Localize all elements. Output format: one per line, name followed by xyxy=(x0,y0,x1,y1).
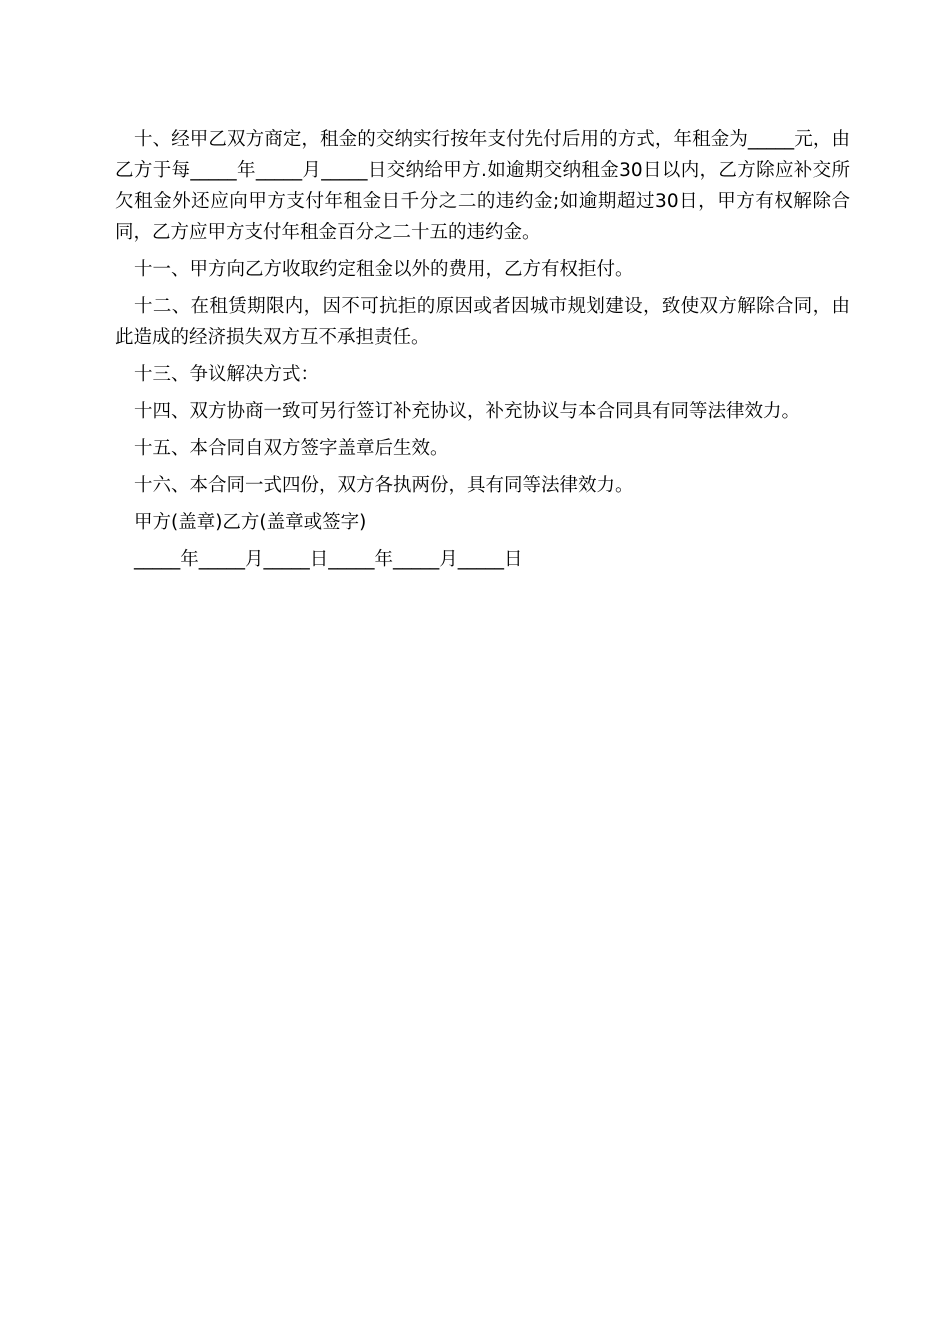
clause-16: 十六、本合同一式四份，双方各执两份，具有同等法律效力。 xyxy=(134,475,634,496)
signature-parties: 甲方(盖章)乙方(盖章或签字) xyxy=(134,512,367,533)
clause-11: 十一、甲方向乙方收取约定租金以外的费用，乙方有权拒付。 xyxy=(134,259,634,280)
signature-dates: _____年_____月_____日_____年_____月_____日 xyxy=(134,549,523,570)
clause-15: 十五、本合同自双方签字盖章后生效。 xyxy=(134,438,449,459)
contract-body xyxy=(115,124,850,581)
clause-10: 十、经甲乙双方商定，租金的交纳实行按年支付先付后用的方式，年租金为_____元，由乙方于每_____年_____月_____日交纳给甲方.如逾期交纳租金30日以内，乙方除应补交所欠租金外还应向甲方支付年租金日千分之二的违约金;如逾期超过30日，甲方有权解除合同，乙方应甲方支付年租金百分之二十五的违约金。 xyxy=(115,129,850,243)
clause-12: 十二、在租赁期限内，因不可抗拒的原因或者因城市规划建设，致使双方解除合同，由此造成的经济损失双方互不承担责任。 xyxy=(115,296,850,348)
clause-14: 十四、双方协商一致可另行签订补充协议，补充协议与本合同具有同等法律效力。 xyxy=(134,401,801,422)
clause-13: 十三、争议解决方式： xyxy=(134,364,320,385)
